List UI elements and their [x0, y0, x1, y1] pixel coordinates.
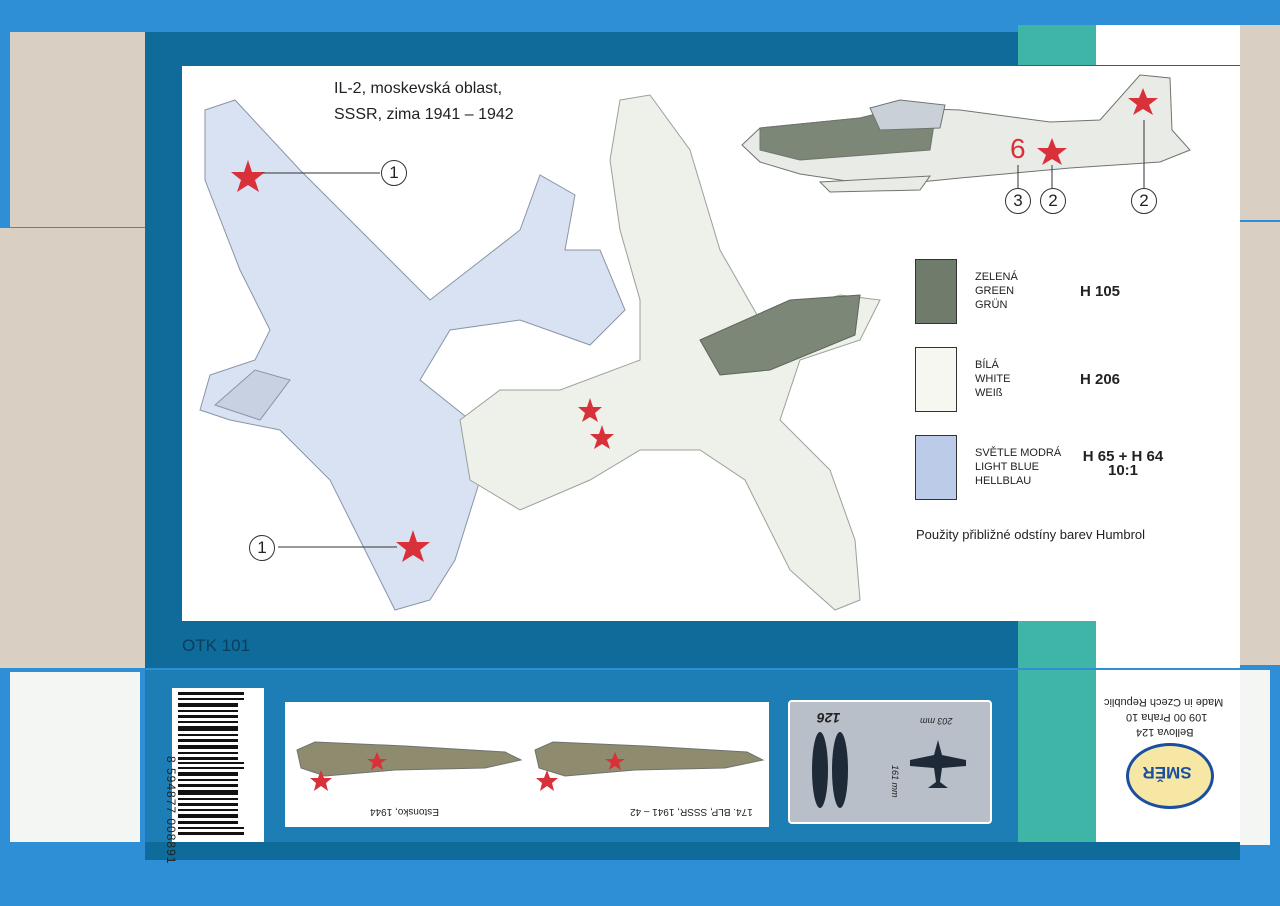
dimension-width: 203 mm — [920, 716, 953, 726]
scheme-title-line1: IL-2, moskevská oblast, — [334, 80, 503, 97]
side-panel-teal-stripe — [1018, 670, 1096, 850]
left-middle-flap — [0, 228, 145, 668]
aircraft-side-view — [742, 75, 1190, 192]
paint-white-name-en: WHITE — [975, 373, 1011, 385]
callout-marking-2-tail: 2 — [1131, 188, 1157, 214]
paint-blue-code: H 65 + H 64 — [1082, 448, 1164, 465]
paint-blue-name-en: LIGHT BLUE — [975, 461, 1039, 473]
barcode-bars — [178, 692, 244, 838]
paint-approximation-note: Použity přibližné odstíny barev Humbrol — [916, 527, 1146, 542]
paint-green-name-cs: ZELENÁ — [975, 271, 1018, 283]
side-panel-bottom-strip — [145, 842, 1240, 860]
paint-swatch-white — [915, 347, 957, 412]
smer-logo-text: SMĚR — [1142, 763, 1192, 782]
callout-marking-1-bottom: 1 — [249, 535, 275, 561]
paint-swatch-light-blue — [915, 435, 957, 500]
paint-swatch-green — [915, 259, 957, 324]
maker-address-line1: Bellova 124 — [1136, 726, 1194, 738]
side-profile-caption-blp: 174. BLP, SSSR, 1941 – 42 — [630, 806, 753, 817]
right-middle-flap — [1240, 222, 1280, 665]
paint-white-name-de: WEIß — [975, 387, 1003, 399]
bottom-right-white-strip — [1096, 620, 1240, 668]
barcode-number: 8 594877 008891 — [164, 756, 178, 865]
maker-address-line3: Made in Czech Republic — [1104, 696, 1224, 708]
paint-green-name-en: GREEN — [975, 285, 1015, 297]
left-bottom-flap — [10, 672, 140, 842]
teal-stripe-bottom — [1018, 620, 1096, 668]
paint-blue-name-cs: SVĚTLE MODRÁ — [975, 447, 1062, 459]
paint-green-code: H 105 — [1079, 283, 1121, 300]
product-code: OTK 101 — [182, 636, 251, 655]
right-top-flap — [1240, 25, 1280, 220]
paint-white-name-cs: BÍLÁ — [975, 359, 999, 371]
paint-green-name-de: GRÜN — [975, 299, 1008, 311]
scheme-title-line2: SSSR, zima 1941 – 1942 — [334, 106, 514, 123]
maker-address-line2: 109 00 Praha 10 — [1126, 711, 1208, 723]
scale-number: 126 — [817, 710, 841, 726]
top-right-white-strip — [1096, 25, 1240, 65]
paint-blue-ratio: 10:1 — [1107, 462, 1139, 479]
dimension-height: 161 mm — [890, 765, 900, 798]
callout-marking-3: 3 — [1005, 188, 1031, 214]
paint-white-code: H 206 — [1079, 371, 1121, 388]
paint-blue-name-de: HELLBLAU — [975, 475, 1032, 487]
side-profile-caption-estonia: Estonsko, 1944 — [370, 806, 439, 817]
callout-marking-2-fuselage: 2 — [1040, 188, 1066, 214]
left-top-flap — [10, 32, 145, 227]
right-bottom-flap — [1240, 670, 1270, 845]
teal-stripe-top — [1018, 25, 1096, 65]
aircraft-number-marking: 6 — [1010, 133, 1026, 164]
callout-marking-1-top: 1 — [381, 160, 407, 186]
